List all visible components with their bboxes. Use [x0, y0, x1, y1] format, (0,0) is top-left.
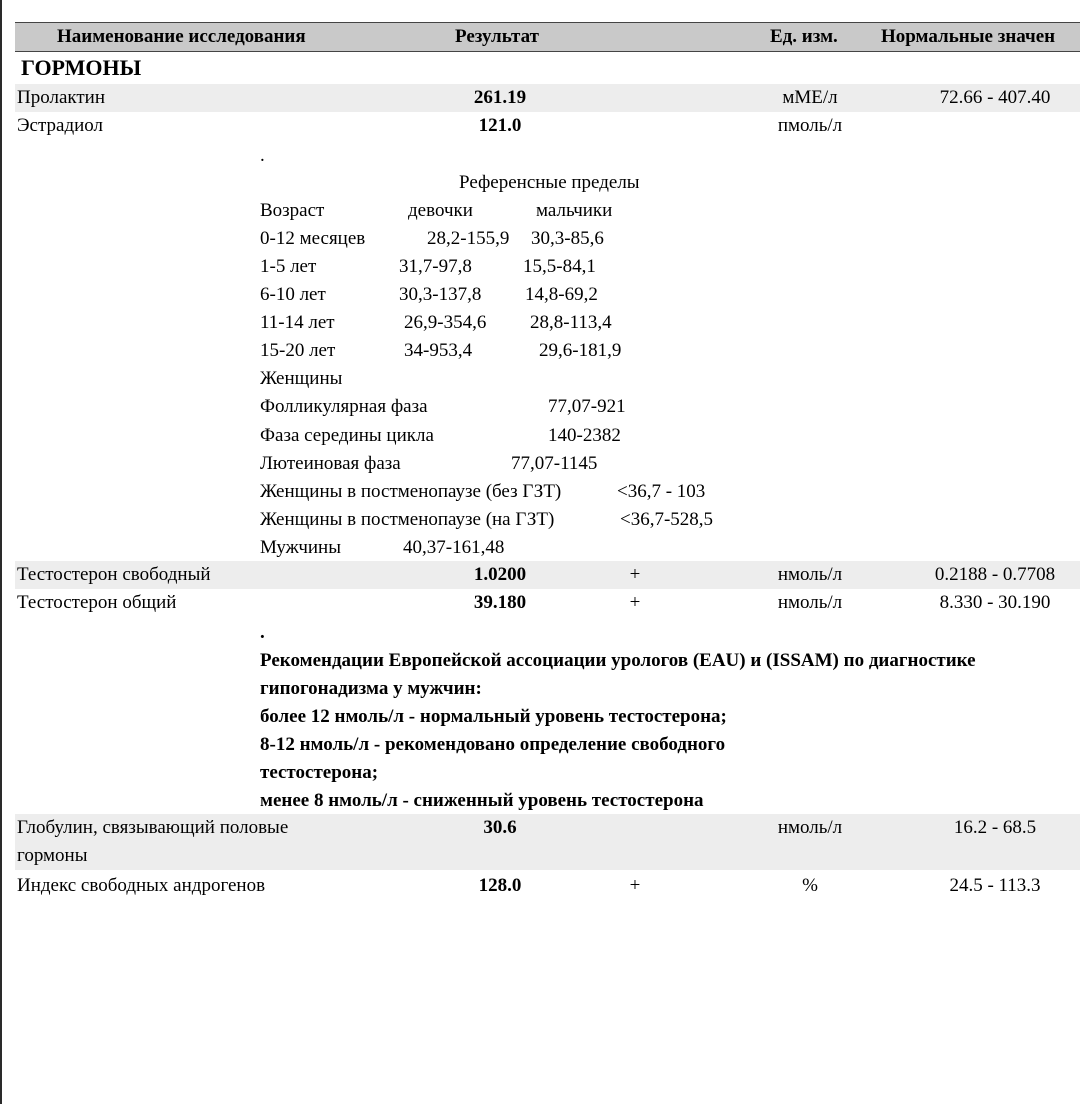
ref-girls: 30,3-137,8: [399, 284, 482, 305]
table-header: [15, 22, 1080, 52]
row-result: 1.0200: [473, 564, 527, 585]
ref-phase-label: Лютеиновая фаза: [260, 453, 401, 474]
row-norm: 0.2188 - 0.7708: [934, 564, 1056, 585]
note-dot: .: [260, 622, 265, 643]
row-norm: 8.330 - 30.190: [939, 592, 1051, 613]
note-line: более 12 нмоль/л - нормальный уровень тестостерона;: [260, 706, 727, 727]
ref-age: 1-5 лет: [260, 256, 317, 277]
row-name: Тестостерон свободный: [17, 564, 211, 585]
ref-age-row: [260, 312, 660, 336]
row-name: Индекс свободных андрогенов: [17, 875, 266, 896]
row-norm: 16.2 - 68.5: [953, 817, 1037, 838]
ref-phase-row: [260, 453, 740, 477]
note-line: 8-12 нмоль/л - рекомендовано определение свободного: [260, 734, 726, 755]
ref-phase-value: 77,07-921: [548, 396, 626, 417]
ref-dot: .: [260, 145, 265, 166]
ref-phase-row: [260, 509, 740, 533]
ref-col-age: Возраст: [260, 200, 325, 221]
ref-phase-label: Женщины в постменопаузе (без ГЗТ): [260, 481, 562, 502]
ref-men-value: 40,37-161,48: [403, 537, 505, 558]
ref-girls: 31,7-97,8: [399, 256, 472, 277]
row-unit: нмоль/л: [777, 564, 843, 585]
ref-girls: 34-953,4: [404, 340, 473, 361]
ref-men-label: Мужчины: [260, 537, 341, 558]
ref-boys: 14,8-69,2: [525, 284, 598, 305]
ref-phase-row: [260, 481, 740, 505]
row-name: Глобулин, связывающий половые: [17, 817, 289, 838]
ref-phase-label: Женщины в постменопаузе (на ГЗТ): [260, 509, 555, 530]
ref-col-boys: мальчики: [536, 200, 613, 221]
row-flag: +: [629, 564, 641, 585]
row-name-continued: гормоны: [17, 845, 88, 866]
page-left-border: [0, 0, 2, 1104]
row-unit: нмоль/л: [777, 817, 843, 838]
ref-phase-row: [260, 396, 740, 420]
row-result: 121.0: [478, 115, 522, 136]
row-name: Эстрадиол: [17, 115, 104, 136]
row-result: 39.180: [473, 592, 527, 613]
header-name: Наименование исследования: [57, 26, 306, 47]
row-name: Тестостерон общий: [17, 592, 177, 613]
ref-boys: 30,3-85,6: [531, 228, 604, 249]
row-unit: нмоль/л: [777, 592, 843, 613]
ref-age: 11-14 лет: [260, 312, 335, 333]
ref-boys: 29,6-181,9: [539, 340, 622, 361]
row-flag: +: [629, 592, 641, 613]
table-row: [15, 589, 1080, 617]
note-line: Рекомендации Европейской ассоциации урологов (EAU) и (ISSAM) по диагностике: [260, 650, 976, 671]
ref-phase-label: Фолликулярная фаза: [260, 396, 428, 417]
table-row: [15, 814, 1080, 870]
ref-age-row: [260, 256, 660, 280]
table-row: [15, 84, 1080, 112]
ref-age: 15-20 лет: [260, 340, 336, 361]
row-name: Пролактин: [17, 87, 106, 108]
ref-age-row: [260, 228, 660, 252]
ref-col-girls: девочки: [408, 200, 473, 221]
row-unit: мМЕ/л: [782, 87, 838, 108]
ref-phase-value: <36,7 - 103: [617, 481, 706, 502]
note-line: тестостерона;: [260, 762, 379, 783]
header-result: Результат: [455, 26, 539, 47]
ref-boys: 28,8-113,4: [530, 312, 612, 333]
table-row: [15, 561, 1080, 589]
ref-girls: 28,2-155,9: [427, 228, 510, 249]
ref-phase-row: [260, 425, 740, 449]
ref-girls: 26,9-354,6: [404, 312, 487, 333]
ref-age-row: [260, 340, 660, 364]
ref-phase-label: Фаза середины цикла: [260, 425, 434, 446]
row-unit: пмоль/л: [777, 115, 843, 136]
row-result: 128.0: [478, 875, 522, 896]
ref-age: 0-12 месяцев: [260, 228, 366, 249]
ref-women-label: Женщины: [260, 368, 343, 389]
ref-phase-value: 140-2382: [548, 425, 621, 446]
row-norm: 72.66 - 407.40: [939, 87, 1051, 108]
note-line: гипогонадизма у мужчин:: [260, 678, 482, 699]
row-result: 30.6: [483, 817, 517, 838]
row-unit: %: [802, 875, 818, 896]
row-norm: 24.5 - 113.3: [949, 875, 1041, 896]
ref-men-row: [260, 537, 740, 561]
header-unit: Ед. изм.: [770, 26, 838, 47]
ref-phase-value: 77,07-1145: [511, 453, 598, 474]
ref-title: Референсные пределы: [459, 172, 640, 193]
table-row: [15, 112, 1080, 140]
ref-age-header: [260, 200, 660, 224]
table-row: [15, 872, 1080, 900]
ref-age: 6-10 лет: [260, 284, 326, 305]
header-norm: Нормальные значен: [881, 26, 1056, 47]
ref-boys: 15,5-84,1: [523, 256, 596, 277]
note-line: менее 8 нмоль/л - сниженный уровень тестостерона: [260, 790, 704, 811]
ref-age-row: [260, 284, 660, 308]
row-flag: +: [629, 875, 641, 896]
row-result: 261.19: [473, 87, 527, 108]
ref-phase-value: <36,7-528,5: [620, 509, 714, 530]
section-title: ГОРМОНЫ: [21, 55, 142, 80]
